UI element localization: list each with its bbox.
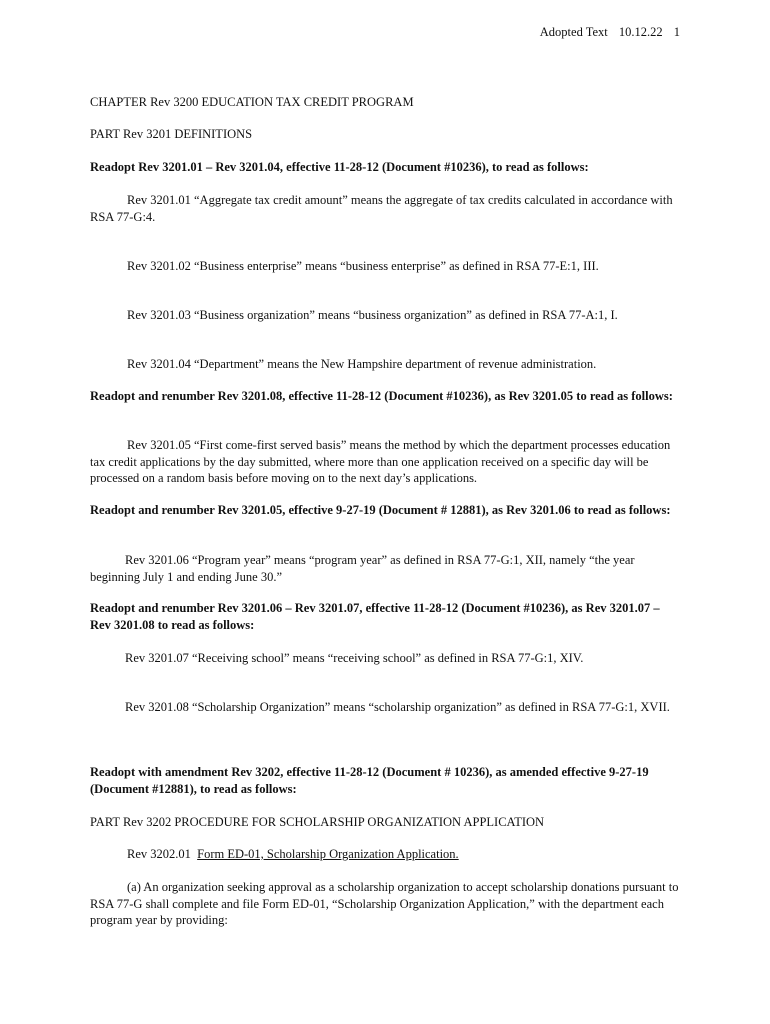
header-date: 10.12.22 [618, 25, 663, 39]
definition-3201-06: Rev 3201.06 “Program year” means “program year” as defined in RSA 77-G:1, XII, namely “the year beginning July 1 and ending June 30.” [90, 553, 635, 584]
instruction-1: Readopt Rev 3201.01 – Rev 3201.04, effective 11-28-12 (Document #10236), to read as follows: [90, 160, 589, 174]
instruction-3: Readopt and renumber Rev 3201.05, effective 9-27-19 (Document # 12881), as Rev 3201.06 to read as follows: [90, 503, 671, 517]
definition-3201-04: Rev 3201.04 “Department” means the New Hampshire department of revenue administration. [127, 357, 597, 371]
definition-3201-05: Rev 3201.05 “First come-first served basis” means the method by which the department processes education tax credit applications by the day submitted, where more than one application received on a specific day will be processed on a random basis before moving on to the next day’s applications. [90, 438, 671, 485]
section-3202-01-heading [90, 846, 680, 863]
section-3202-01-title: Form ED-01, Scholarship Organization Application. [197, 847, 459, 861]
definition-3201-02: Rev 3201.02 “Business enterprise” means “business enterprise” as defined in RSA 77-E:1, III. [127, 259, 599, 273]
definition-3201-07: Rev 3201.07 “Receiving school” means “receiving school” as defined in RSA 77-G:1, XIV. [125, 651, 584, 665]
instruction-2: Readopt and renumber Rev 3201.08, effective 11-28-12 (Document #10236), as Rev 3201.05 to read as follows: [90, 389, 673, 403]
part-3201-title: PART Rev 3201 DEFINITIONS [90, 127, 253, 141]
page-header [540, 25, 680, 40]
instruction-4: Readopt and renumber Rev 3201.06 – Rev 3201.07, effective 11-28-12 (Document #10236), as Rev 3201.07 – Rev 3201.08 to read as follows: [90, 601, 660, 632]
paragraph-a: (a) An organization seeking approval as a scholarship organization to accept scholarship donations pursuant to RSA 77-G shall complete and file Form ED-01, “Scholarship Organization Application,” with the department each program year by providing: [90, 880, 679, 927]
header-page-number: 1 [673, 25, 680, 39]
definition-3201-03: Rev 3201.03 “Business organization” means “business organization” as defined in RSA 77-A:1, I. [127, 308, 618, 322]
definition-3201-08: Rev 3201.08 “Scholarship Organization” means “scholarship organization” as defined in RSA 77-G:1, XVII. [125, 700, 670, 714]
part-3202-title: PART Rev 3202 PROCEDURE FOR SCHOLARSHIP ORGANIZATION APPLICATION [90, 815, 545, 829]
definition-3201-01: Rev 3201.01 “Aggregate tax credit amount” means the aggregate of tax credits calculated in accordance with RSA 77-G:4. [90, 193, 673, 224]
instruction-5: Readopt with amendment Rev 3202, effective 11-28-12 (Document # 10236), as amended effective 9-27-19 (Document #12881), to read as follows: [90, 765, 649, 796]
header-label: Adopted Text [539, 25, 608, 39]
chapter-title: CHAPTER Rev 3200 EDUCATION TAX CREDIT PROGRAM [90, 95, 414, 109]
section-3202-01-number: Rev 3202.01 [127, 847, 191, 861]
